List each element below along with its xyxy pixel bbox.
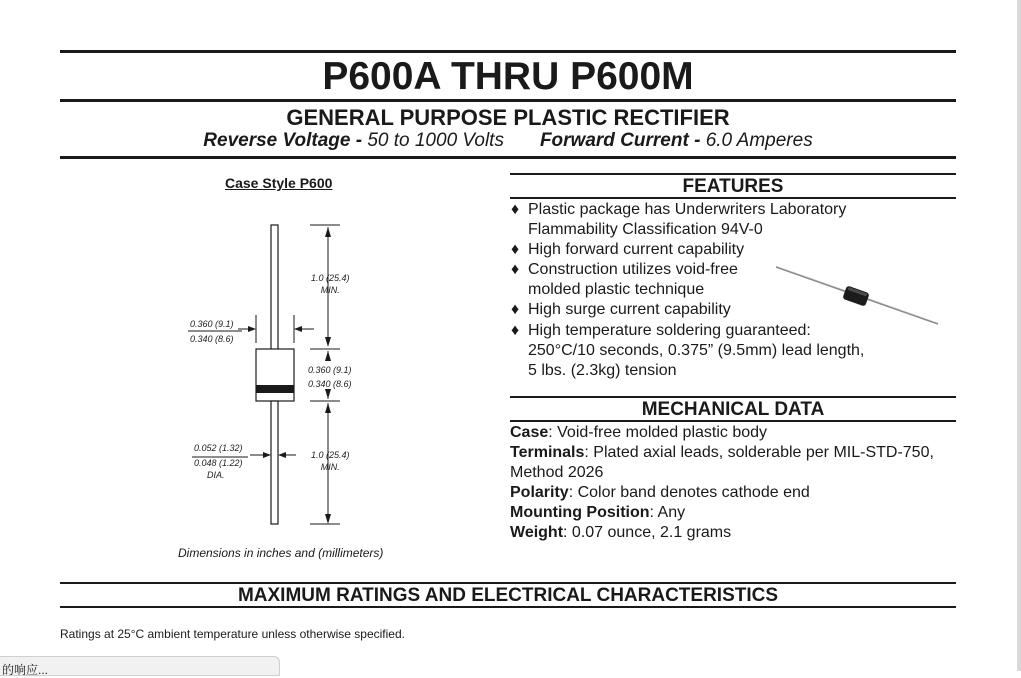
body-diameter-label: 0.360 (9.1) 0.340 (8.6) [190, 319, 234, 344]
ratings-bottom-rule [60, 606, 956, 608]
subtitle: GENERAL PURPOSE PLASTIC RECTIFIER [286, 105, 730, 130]
feature-item: ♦ Plastic package has Underwriters Laboratory Flammability Classification 94V-0 [511, 201, 847, 238]
lead-diameter-label: 0.052 (1.32) 0.048 (1.22) DIA. [194, 443, 243, 480]
cathode-band [256, 385, 294, 393]
body-length-label: 0.360 (9.1) 0.340 (8.6) [308, 365, 352, 389]
mechanical-data [510, 423, 960, 543]
mechanical-heading: MECHANICAL DATA [641, 399, 825, 420]
mech-row-polarity: Polarity: Color band denotes cathode end [510, 484, 810, 501]
reverse-voltage-value: 50 to 1000 Volts [367, 130, 504, 151]
bullet-icon: ♦ [511, 322, 520, 339]
features-heading: FEATURES [682, 176, 784, 197]
top-rule [60, 50, 956, 53]
feature-item: ♦ High temperature soldering guaranteed: 250°C/10 seconds, 0.375” (9.5mm) lead length, 5 lbs. (2.3kg) tension [511, 322, 865, 379]
header-bottom-rule [60, 156, 956, 159]
features-top-rule [510, 173, 956, 175]
lead-bottom-length-label: 1.0 (25.4) MIN. [311, 450, 350, 472]
case-style-title: Case Style P600 [225, 175, 333, 191]
lead-top-length-label: 1.0 (25.4) MIN. [311, 273, 350, 295]
feature-item: ♦ High forward current capability [511, 241, 745, 258]
top-lead [271, 225, 278, 350]
bullet-icon: ♦ [511, 261, 520, 278]
mech-row-case: Case: Void-free molded plastic body [510, 424, 768, 441]
mech-row-terminals: Terminals: Plated axial leads, solderable per MIL-STD-750, Method 2026 [510, 444, 934, 481]
mech-row-mounting: Mounting Position: Any [510, 504, 686, 521]
forward-current-value: 6.0 Amperes [705, 130, 813, 151]
bullet-icon: ♦ [511, 201, 520, 218]
bullet-icon: ♦ [511, 301, 520, 318]
rectifier-body [256, 349, 294, 401]
browser-status-bar: 的响应... [0, 656, 280, 676]
rectifier-product-image [772, 262, 942, 330]
mech-top-rule [510, 396, 956, 398]
ratings-heading: MAXIMUM RATINGS AND ELECTRICAL CHARACTERISTICS [237, 585, 779, 606]
bottom-lead [271, 401, 278, 524]
features-bottom-rule [510, 197, 956, 199]
dimensions-note: Dimensions in inches and (millimeters) [178, 546, 384, 560]
feature-item: ♦ High surge current capability [511, 301, 731, 318]
page-title: P600A THRU P600M [322, 55, 694, 98]
reverse-voltage-label: Reverse Voltage - [203, 130, 363, 151]
scrollbar-track[interactable] [1017, 0, 1021, 671]
mech-bottom-rule [510, 420, 956, 422]
forward-current-label: Forward Current - [539, 130, 701, 151]
feature-item: ♦ Construction utilizes void-free molded plastic technique [511, 261, 738, 298]
bullet-icon: ♦ [511, 241, 520, 258]
specs-line [60, 130, 956, 152]
ratings-top-rule [60, 582, 956, 584]
mech-row-weight: Weight: 0.07 ounce, 2.1 grams [510, 524, 732, 541]
ratings-note: Ratings at 25°C ambient temperature unless otherwise specified. [60, 627, 405, 641]
